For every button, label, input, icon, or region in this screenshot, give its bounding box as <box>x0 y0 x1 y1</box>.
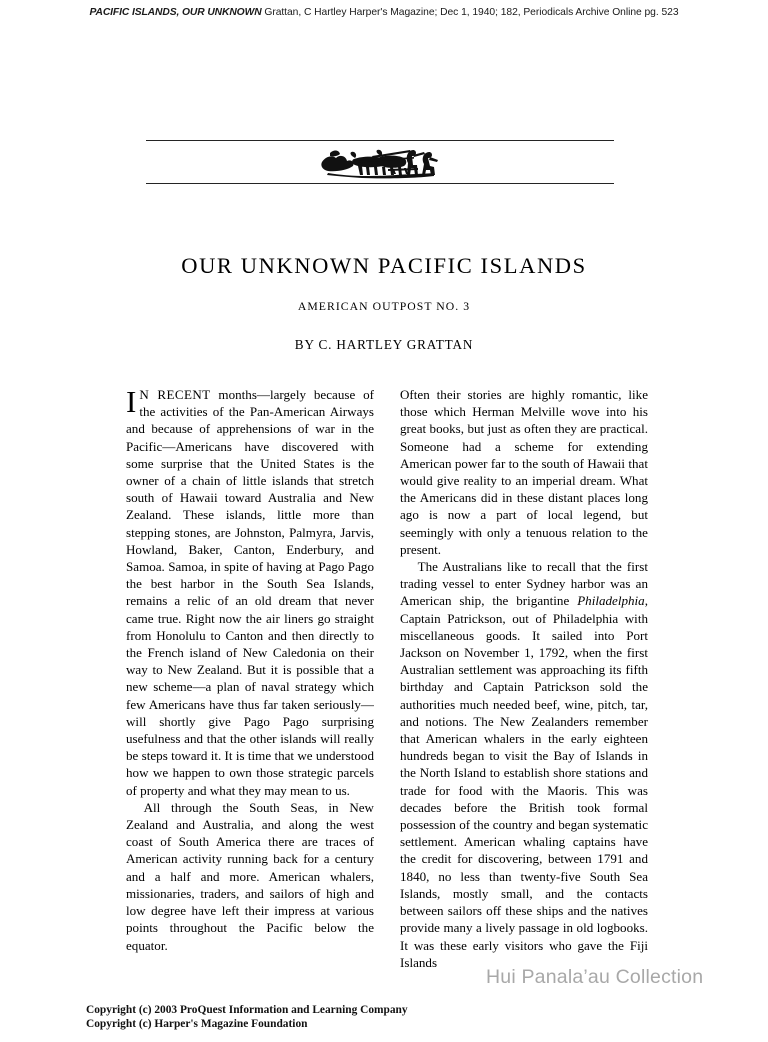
right-paragraph-2-part-a: The Australians like to recall that the first trading vessel to enter Sydney harbor was an American ship, the brigantine <box>400 559 648 609</box>
drop-cap: I <box>126 384 137 419</box>
left-paragraph-1-text: months—largely because of the activities of the Pan-American Airways and because of apprehensions of war in the Pacific—Americans have discovered with some surprise that the United States is the owner of a chain of little islands that stretch south of Hawaii toward Australia and New Zealand. These islands, little more than stepping stones, are Johnston, Palmyra, Jarvis, Howland, Baker, Canton, Enderbury, and Samoa. Samoa, in spite of having at Pago Pago the best harbor in the South Sea Islands, remains a relic of an old dream that never came true. Right now the air liners go straight from Honolulu to Canton and then directly to the French island of New Caledonia on their way to New Zealand. But it is possible that a new scheme—a plan of naval strategy which few Americans have thus far taken seriously—will shortly give Pago Pago surprising usefulness and that the other islands will really be steps toward it. It is time that we understood how we happen to own those strategic parcels of property and what they may mean to us. <box>126 387 374 798</box>
ornament-container <box>146 141 614 183</box>
article-title: OUR UNKNOWN PACIFIC ISLANDS <box>181 253 587 278</box>
article-body <box>126 386 648 971</box>
copyright-line-1: Copyright (c) 2003 ProQuest Information and Learning Company <box>86 1004 408 1016</box>
right-paragraph-2 <box>400 558 648 971</box>
right-paragraph-2-part-b: , Captain Patrickson, out of Philadelphia with miscellaneous goods. It sailed into Port Jackson on November 1, 1792, when the first Australian settlement was approaching its fifth birthday and Captain Patrickson sold the authorities much needed beef, wine, pitch, tar, and notions. The New Zealanders remember that American whalers in the early eighteen hundreds began to visit the Bay of Islands in the North Island to establish shore stations and trade for food with the Maoris. This was decades before the British took formal possession of the country and began systematic settlement. American whaling captains have the credit for discovering, between 1791 and 1840, no less than twenty-five South Sea Islands, mostly small, and the contacts between sailors off these ships and the natives provide many a lively passage in old logbooks. It was these early visitors who gave the Fiji Islands <box>400 593 648 970</box>
ornament-block <box>146 140 614 184</box>
left-paragraph-1 <box>126 386 374 799</box>
scan-header-meta: Grattan, C Hartley Harper's Magazine; Dec 1, 1940; 182, Periodicals Archive Online pg. 523 <box>264 7 679 18</box>
opening-smallcaps: N RECENT <box>139 387 211 402</box>
copyright-line-2: Copyright (c) Harper's Magazine Foundation <box>86 1017 308 1030</box>
top-rule <box>146 140 614 141</box>
left-column <box>126 386 374 971</box>
scan-header-title: PACIFIC ISLANDS, OUR UNKNOWN <box>89 7 262 18</box>
bottom-rule <box>146 183 614 184</box>
collection-watermark: Hui Panala’au Collection <box>486 966 704 988</box>
copyright-footer <box>86 1004 408 1031</box>
article-byline: BY C. HARTLEY GRATTAN <box>294 337 474 352</box>
article-subtitle: AMERICAN OUTPOST NO. 3 <box>297 300 471 313</box>
proquest-scan-header <box>0 6 768 19</box>
right-paragraph-1: Often their stories are highly romantic, like those which Herman Melville wove into his great books, but just as often they are practical. Someone had a scheme for extending American power far to the south of Hawaii that would give reality to an imperial dream. What the Americans did in these distant places long ago is now a part of local legend, but seemingly with only a tenuous relation to the present. <box>400 387 648 557</box>
right-column <box>400 386 648 971</box>
ship-name-italic: Philadelphia <box>577 593 645 609</box>
title-block <box>0 252 768 353</box>
left-paragraph-2: All through the South Seas, in New Zealand and Australia, and along the west coast of South America there are traces of American activity running back for a century and a half and more. American whalers, missionaries, traders, and sailors of high and low degree have left their impress at various points throughout the Pacific below the equator. <box>126 799 374 953</box>
ox-cart-silhouette-ornament <box>318 143 442 181</box>
